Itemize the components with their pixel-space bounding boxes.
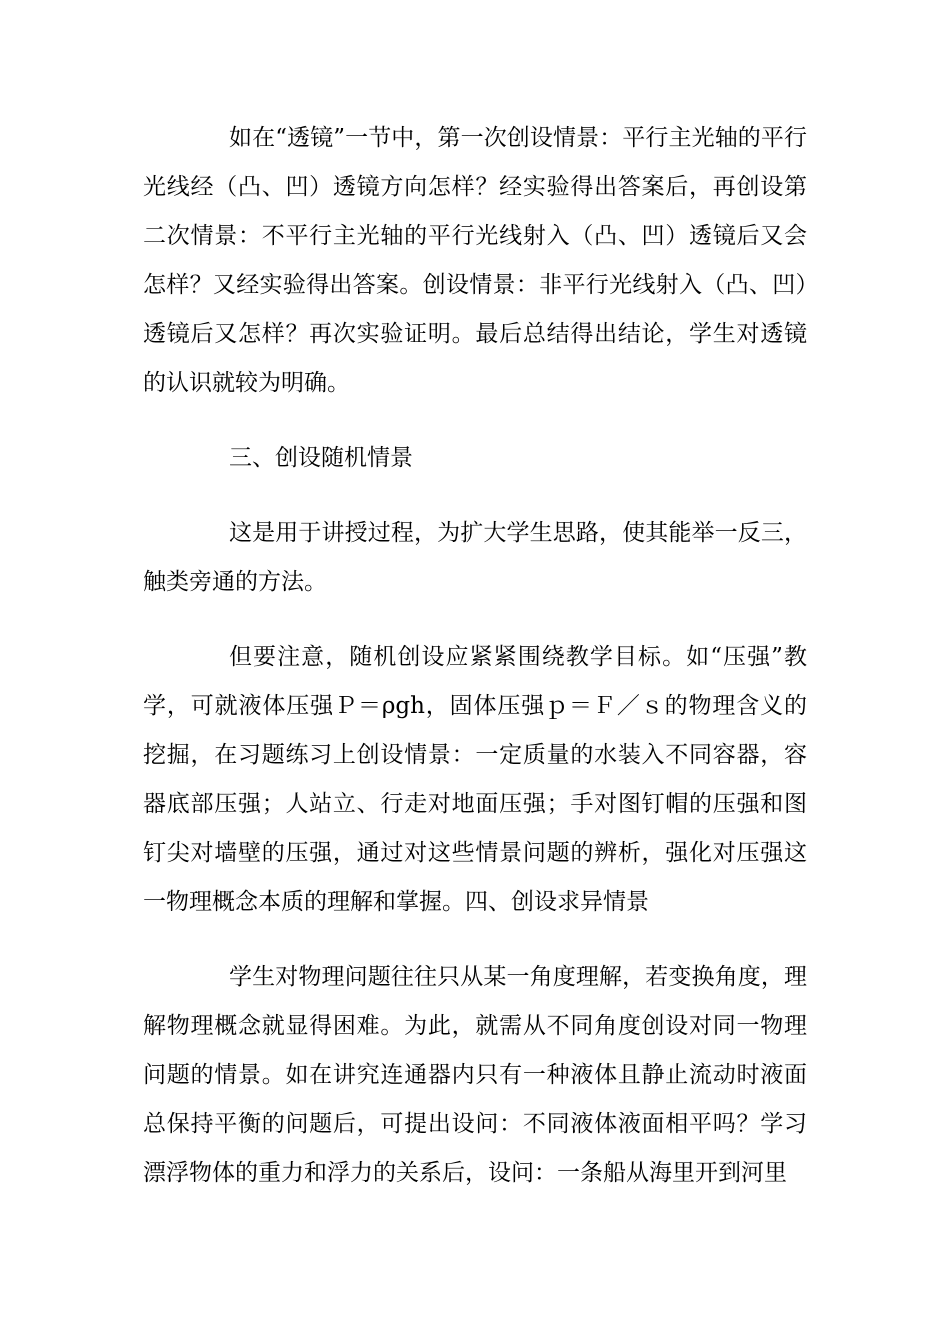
paragraph-gap — [143, 927, 807, 953]
paragraph-different-angles: 学生对物理问题往往只从某一角度理解，若变换角度，理解物理概念就显得困难。为此，就需从不同角度创设对同一物理问题的情景。如在讲究连通器内只有一种液体且静止流动时液面总保持平衡的问题后，可提出设问：不同液体液面相平吗？学习漂浮物体的重力和浮力的关系后，设问：一条船从海里开到河里 — [143, 964, 807, 1186]
paragraph-gap — [143, 483, 807, 509]
paragraph-pressure-example: 但要注意，随机创设应紧紧围绕教学目标。如“压强”教学，可就液体压强Ｐ＝ρgh，固体压强ｐ＝Ｆ／ｓ的物理含义的挖掘，在习题练习上创设情景：一定质量的水装入不同容器，容器底部压强；人站立、行走对地面压强；手对图钉帽的压强和图钉尖对墙壁的压强，通过对这些情景问题的辨析，强化对压强这一物理概念本质的理解和掌握。四、创设求异情景 — [143, 644, 807, 915]
paragraph-lens-example: 如在“透镜”一节中，第一次创设情景：平行主光轴的平行光线经（凸、凹）透镜方向怎样？经实验得出答案后，再创设第二次情景：不平行主光轴的平行光线射入（凸、凹）透镜后又会怎样？又经实验得出答案。创设情景：非平行光线射入（凸、凹）透镜后又怎样？再次实验证明。最后总结得出结论，学生对透镜的认识就较为明确。 — [143, 125, 807, 396]
section-heading-random-scenario: 三、创设随机情景 — [229, 445, 413, 471]
document-body — [143, 114, 807, 1198]
paragraph-gap — [143, 607, 807, 633]
paragraph-random-purpose: 这是用于讲授过程，为扩大学生思路，使其能举一反三，触类旁通的方法。 — [143, 520, 807, 595]
paragraph-gap — [143, 408, 807, 434]
